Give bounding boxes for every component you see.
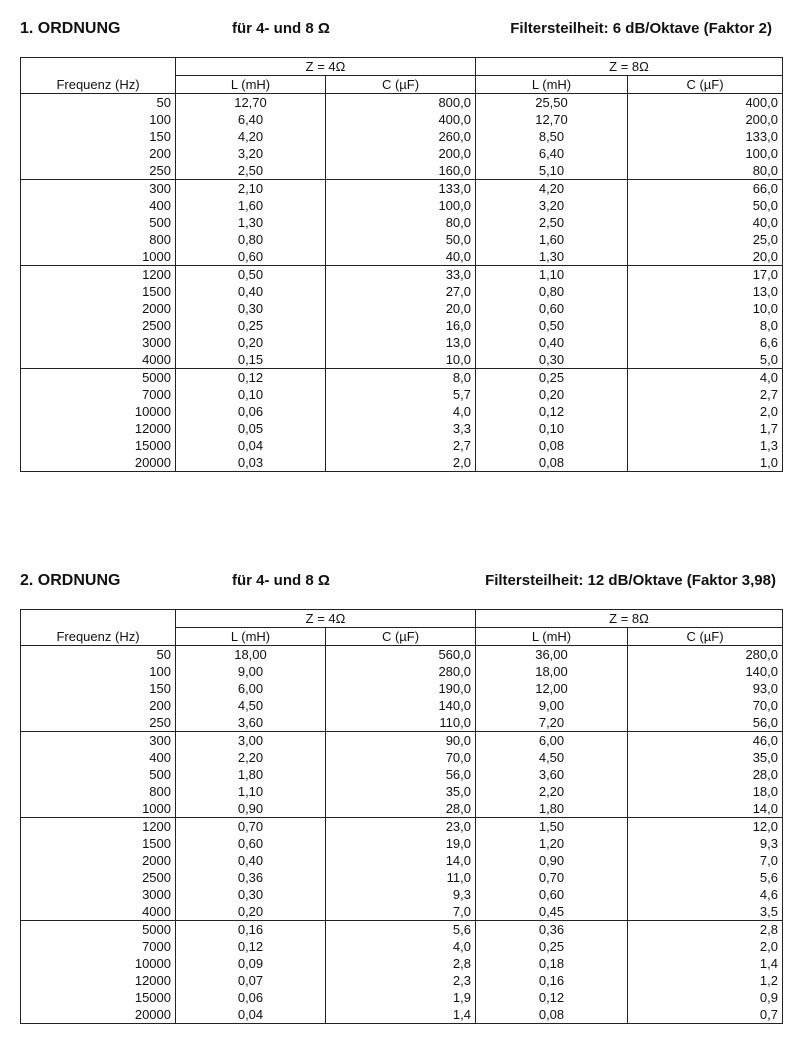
inductance-8-cell: 1,80	[476, 800, 628, 818]
table-row	[21, 732, 783, 750]
inductance-8-cell: 2,50	[476, 214, 628, 231]
table-row	[21, 145, 783, 162]
capacitance-8-cell: 140,0	[628, 663, 783, 680]
inductance-8-cell: 8,50	[476, 128, 628, 145]
table-row	[21, 369, 783, 387]
table-row	[21, 903, 783, 921]
capacitance-8-cell: 13,0	[628, 283, 783, 300]
capacitance-8-cell: 280,0	[628, 646, 783, 664]
inductance-4-cell: 0,10	[176, 386, 326, 403]
inductance-8-cell: 0,70	[476, 869, 628, 886]
inductance-4-cell: 0,40	[176, 852, 326, 869]
frequency-cell: 800	[149, 232, 171, 247]
frequency-cell: 4000	[21, 351, 176, 369]
section-heading	[0, 20, 800, 50]
capacitance-8-cell: 1,4	[628, 955, 783, 972]
capacitance-8-cell: 1,2	[628, 972, 783, 989]
inductance-4-cell: 1,60	[176, 197, 326, 214]
capacitance-4-cell: 560,0	[326, 646, 476, 664]
frequency-cell: 1500	[142, 836, 171, 851]
capacitance-4-cell: 14,0	[326, 852, 476, 869]
inductance-8-cell: 1,30	[476, 248, 628, 266]
order-title: 1. ORDNUNG	[20, 20, 121, 37]
inductance-8-cell: 0,36	[476, 921, 628, 939]
inductance-4-cell: 0,04	[176, 437, 326, 454]
capacitance-8-cell: 50,0	[628, 197, 783, 214]
capacitance-8-cell: 14,0	[628, 800, 783, 818]
frequency-cell: 5000	[142, 370, 171, 385]
capacitance-4-cell: 2,3	[326, 972, 476, 989]
frequency-cell: 400	[149, 750, 171, 765]
capacitance-8-cell: 93,0	[628, 680, 783, 697]
frequency-cell: 200	[149, 146, 171, 161]
inductance-8-cell: 0,08	[476, 437, 628, 454]
frequency-cell: 100	[149, 664, 171, 679]
inductance-8-cell: 4,20	[476, 180, 628, 198]
capacitance-4-cell: 190,0	[326, 680, 476, 697]
frequency-cell: 20000	[134, 455, 171, 470]
frequency-cell: 15000	[134, 990, 171, 1005]
table-row	[21, 972, 783, 989]
capacitance-8-cell: 1,3	[628, 437, 783, 454]
inductance-4-cell: 18,00	[176, 646, 326, 664]
frequency-cell: 3000	[142, 887, 171, 902]
frequency-cell: 2500	[142, 318, 171, 333]
capacitance-8-cell: 2,7	[628, 386, 783, 403]
order-title: 2. ORDNUNG	[20, 572, 121, 589]
frequency-cell: 20000	[134, 1007, 171, 1022]
frequency-cell: 2000	[142, 853, 171, 868]
frequency-cell: 2500	[142, 870, 171, 885]
table-row	[21, 231, 783, 248]
inductance-4-cell: 0,07	[176, 972, 326, 989]
table-row	[21, 886, 783, 903]
frequency-cell: 300	[149, 181, 171, 196]
inductance-8-cell: 0,45	[476, 903, 628, 921]
frequency-cell: 250	[21, 162, 176, 180]
capacitance-8-cell: 7,0	[628, 852, 783, 869]
impedance-label: für 4- und 8 Ω	[232, 572, 330, 589]
frequency-cell: 250	[21, 714, 176, 732]
inductance-4-cell: 0,40	[176, 283, 326, 300]
capacitance-8-cell: 6,6	[628, 334, 783, 351]
table-row	[21, 162, 783, 180]
inductance-8-cell: 0,10	[476, 420, 628, 437]
capacitance-4-cell: 9,3	[326, 886, 476, 903]
capacitance-4-cell: 4,0	[326, 938, 476, 955]
inductance-8-cell: 0,30	[476, 351, 628, 369]
capacitance-4-cell: 2,0	[326, 454, 476, 472]
table-row	[21, 818, 783, 836]
inductance-4-cell: 3,60	[176, 714, 326, 732]
inductance-8-cell: 0,20	[476, 386, 628, 403]
inductance-8-cell: 0,40	[476, 334, 628, 351]
inductance-4-cell: 3,20	[176, 145, 326, 162]
section-first-order	[0, 20, 800, 470]
capacitance-4-cell: 800,0	[326, 94, 476, 112]
section-heading	[0, 572, 800, 602]
capacitance-8-cell: 10,0	[628, 300, 783, 317]
capacitance-4-cell: 3,3	[326, 420, 476, 437]
capacitance-4-cell: 133,0	[326, 180, 476, 198]
inductance-8-header: L (mH)	[476, 76, 628, 94]
inductance-4-cell: 0,20	[176, 334, 326, 351]
inductance-4-cell: 0,50	[176, 266, 326, 284]
inductance-4-cell: 0,05	[176, 420, 326, 437]
capacitance-4-cell: 160,0	[326, 162, 476, 180]
capacitance-4-cell: 110,0	[326, 714, 476, 732]
frequency-cell: 500	[149, 767, 171, 782]
inductance-4-cell: 0,06	[176, 989, 326, 1006]
table-row	[21, 783, 783, 800]
table-row	[21, 300, 783, 317]
capacitance-4-cell: 200,0	[326, 145, 476, 162]
capacitance-8-header: C (µF)	[628, 76, 783, 94]
frequency-cell: 12000	[134, 421, 171, 436]
capacitance-4-cell: 8,0	[326, 369, 476, 387]
frequency-cell: 150	[149, 129, 171, 144]
inductance-8-cell: 0,08	[476, 454, 628, 472]
inductance-8-cell: 0,08	[476, 1006, 628, 1024]
inductance-4-cell: 6,00	[176, 680, 326, 697]
impedance-4-header: Z = 4Ω	[176, 610, 476, 628]
capacitance-4-cell: 2,7	[326, 437, 476, 454]
capacitance-4-cell: 27,0	[326, 283, 476, 300]
impedance-label: für 4- und 8 Ω	[232, 20, 330, 37]
inductance-4-cell: 0,20	[176, 903, 326, 921]
capacitance-8-cell: 8,0	[628, 317, 783, 334]
inductance-8-cell: 0,18	[476, 955, 628, 972]
impedance-8-header: Z = 8Ω	[476, 610, 783, 628]
capacitance-4-cell: 50,0	[326, 231, 476, 248]
capacitance-8-cell: 66,0	[628, 180, 783, 198]
inductance-4-cell: 12,70	[176, 94, 326, 112]
inductance-8-cell: 0,60	[476, 886, 628, 903]
table-row	[21, 646, 783, 664]
capacitance-8-cell: 2,0	[628, 403, 783, 420]
capacitance-4-cell: 80,0	[326, 214, 476, 231]
inductance-4-cell: 0,03	[176, 454, 326, 472]
frequency-cell: 7000	[142, 939, 171, 954]
inductance-4-cell: 0,80	[176, 231, 326, 248]
capacitance-8-cell: 70,0	[628, 697, 783, 714]
capacitance-4-cell: 90,0	[326, 732, 476, 750]
inductance-4-cell: 0,04	[176, 1006, 326, 1024]
inductance-4-header: L (mH)	[176, 628, 326, 646]
frequency-cell: 10000	[134, 404, 171, 419]
capacitance-4-cell: 40,0	[326, 248, 476, 266]
inductance-4-cell: 0,30	[176, 300, 326, 317]
capacitance-4-cell: 33,0	[326, 266, 476, 284]
inductance-8-cell: 1,10	[476, 266, 628, 284]
capacitance-8-cell: 40,0	[628, 214, 783, 231]
capacitance-4-cell: 11,0	[326, 869, 476, 886]
frequency-cell: 10000	[134, 956, 171, 971]
capacitance-8-cell: 3,5	[628, 903, 783, 921]
capacitance-8-cell: 4,6	[628, 886, 783, 903]
inductance-4-cell: 0,25	[176, 317, 326, 334]
frequency-cell: 4000	[21, 903, 176, 921]
frequency-cell: 1000	[21, 248, 176, 266]
capacitance-8-cell: 17,0	[628, 266, 783, 284]
frequency-header: Frequenz (Hz)	[21, 628, 176, 646]
inductance-4-cell: 0,90	[176, 800, 326, 818]
frequency-cell: 1500	[142, 284, 171, 299]
frequency-cell: 100	[149, 112, 171, 127]
capacitance-8-cell: 46,0	[628, 732, 783, 750]
capacitance-4-cell: 5,6	[326, 921, 476, 939]
frequency-cell: 2000	[142, 301, 171, 316]
frequency-cell: 1000	[21, 800, 176, 818]
inductance-4-header: L (mH)	[176, 76, 326, 94]
capacitance-4-cell: 19,0	[326, 835, 476, 852]
table-row	[21, 989, 783, 1006]
inductance-4-cell: 2,50	[176, 162, 326, 180]
table-row	[21, 663, 783, 680]
capacitance-8-cell: 20,0	[628, 248, 783, 266]
table-row	[21, 852, 783, 869]
frequency-cell: 400	[149, 198, 171, 213]
capacitance-8-cell: 25,0	[628, 231, 783, 248]
capacitance-4-cell: 70,0	[326, 749, 476, 766]
filter-slope-label: Filtersteilheit: 12 dB/Oktave (Faktor 3,98)	[485, 572, 776, 589]
capacitance-8-cell: 0,7	[628, 1006, 783, 1024]
capacitance-8-cell: 100,0	[628, 145, 783, 162]
frequency-cell: 1200	[142, 819, 171, 834]
inductance-4-cell: 0,09	[176, 955, 326, 972]
inductance-4-cell: 0,06	[176, 403, 326, 420]
table-row	[21, 386, 783, 403]
capacitance-8-cell: 200,0	[628, 111, 783, 128]
inductance-4-cell: 9,00	[176, 663, 326, 680]
frequency-cell: 12000	[134, 973, 171, 988]
capacitance-8-header: C (µF)	[628, 628, 783, 646]
inductance-8-cell: 7,20	[476, 714, 628, 732]
capacitance-8-cell: 56,0	[628, 714, 783, 732]
inductance-8-cell: 12,70	[476, 111, 628, 128]
table-row	[21, 454, 783, 472]
inductance-8-cell: 0,90	[476, 852, 628, 869]
inductance-8-cell: 0,12	[476, 989, 628, 1006]
inductance-8-cell: 12,00	[476, 680, 628, 697]
capacitance-4-cell: 16,0	[326, 317, 476, 334]
frequency-cell: 50	[156, 647, 171, 662]
inductance-8-cell: 2,20	[476, 783, 628, 800]
table-body	[21, 94, 783, 472]
table-row	[21, 214, 783, 231]
section-second-order	[0, 572, 800, 1022]
inductance-4-cell: 2,10	[176, 180, 326, 198]
frequency-cell: 7000	[142, 387, 171, 402]
capacitance-4-cell: 35,0	[326, 783, 476, 800]
inductance-4-cell: 1,10	[176, 783, 326, 800]
table-row	[21, 766, 783, 783]
inductance-4-cell: 6,40	[176, 111, 326, 128]
capacitance-8-cell: 2,0	[628, 938, 783, 955]
capacitance-8-cell: 2,8	[628, 921, 783, 939]
frequency-cell: 300	[149, 733, 171, 748]
inductance-8-cell: 9,00	[476, 697, 628, 714]
inductance-8-cell: 1,20	[476, 835, 628, 852]
capacitance-4-cell: 2,8	[326, 955, 476, 972]
inductance-8-cell: 1,60	[476, 231, 628, 248]
table-row	[21, 403, 783, 420]
capacitance-4-cell: 13,0	[326, 334, 476, 351]
capacitance-4-cell: 20,0	[326, 300, 476, 317]
capacitance-8-cell: 0,9	[628, 989, 783, 1006]
capacitance-8-cell: 1,0	[628, 454, 783, 472]
inductance-8-cell: 18,00	[476, 663, 628, 680]
inductance-8-cell: 0,25	[476, 938, 628, 955]
capacitance-4-cell: 260,0	[326, 128, 476, 145]
inductance-4-cell: 0,12	[176, 938, 326, 955]
table-row	[21, 921, 783, 939]
frequency-cell: 800	[149, 784, 171, 799]
table-row	[21, 317, 783, 334]
capacitance-8-cell: 5,0	[628, 351, 783, 369]
table-row	[21, 437, 783, 454]
capacitance-4-cell: 100,0	[326, 197, 476, 214]
capacitance-8-cell: 80,0	[628, 162, 783, 180]
capacitance-4-cell: 10,0	[326, 351, 476, 369]
frequency-cell: 5000	[142, 922, 171, 937]
frequency-cell: 500	[149, 215, 171, 230]
capacitance-8-cell: 12,0	[628, 818, 783, 836]
capacitance-4-header: C (µF)	[326, 76, 476, 94]
inductance-8-cell: 0,16	[476, 972, 628, 989]
inductance-4-cell: 4,50	[176, 697, 326, 714]
inductance-8-cell: 6,40	[476, 145, 628, 162]
inductance-8-cell: 6,00	[476, 732, 628, 750]
table-row	[21, 420, 783, 437]
inductance-4-cell: 2,20	[176, 749, 326, 766]
frequency-cell: 50	[156, 95, 171, 110]
frequency-cell: 200	[149, 698, 171, 713]
inductance-8-cell: 0,25	[476, 369, 628, 387]
capacitance-8-cell: 400,0	[628, 94, 783, 112]
table-row	[21, 938, 783, 955]
table-row	[21, 955, 783, 972]
table-row	[21, 1006, 783, 1024]
impedance-8-header: Z = 8Ω	[476, 58, 783, 76]
table-row	[21, 94, 783, 112]
capacitance-4-cell: 28,0	[326, 800, 476, 818]
inductance-4-cell: 0,16	[176, 921, 326, 939]
inductance-4-cell: 0,12	[176, 369, 326, 387]
capacitance-8-cell: 18,0	[628, 783, 783, 800]
table-row	[21, 351, 783, 369]
capacitance-8-cell: 28,0	[628, 766, 783, 783]
table-row	[21, 283, 783, 300]
capacitance-8-cell: 1,7	[628, 420, 783, 437]
inductance-4-cell: 0,30	[176, 886, 326, 903]
capacitance-8-cell: 4,0	[628, 369, 783, 387]
inductance-4-cell: 0,70	[176, 818, 326, 836]
capacitance-4-cell: 140,0	[326, 697, 476, 714]
capacitance-4-cell: 23,0	[326, 818, 476, 836]
inductance-8-cell: 36,00	[476, 646, 628, 664]
inductance-4-cell: 4,20	[176, 128, 326, 145]
inductance-8-header: L (mH)	[476, 628, 628, 646]
inductance-8-cell: 25,50	[476, 94, 628, 112]
table-row	[21, 869, 783, 886]
capacitance-8-cell: 5,6	[628, 869, 783, 886]
capacitance-4-cell: 280,0	[326, 663, 476, 680]
capacitance-4-cell: 5,7	[326, 386, 476, 403]
inductance-8-cell: 3,20	[476, 197, 628, 214]
frequency-cell: 1200	[142, 267, 171, 282]
capacitance-4-cell: 7,0	[326, 903, 476, 921]
table-row	[21, 697, 783, 714]
inductance-4-cell: 1,30	[176, 214, 326, 231]
table-row	[21, 749, 783, 766]
table-row	[21, 714, 783, 732]
inductance-8-cell: 0,60	[476, 300, 628, 317]
inductance-4-cell: 0,36	[176, 869, 326, 886]
capacitance-8-cell: 35,0	[628, 749, 783, 766]
table-row	[21, 835, 783, 852]
table-row	[21, 128, 783, 145]
table-row	[21, 680, 783, 697]
table-row	[21, 248, 783, 266]
table-body	[21, 646, 783, 1024]
capacitance-8-cell: 9,3	[628, 835, 783, 852]
frequency-cell: 15000	[134, 438, 171, 453]
capacitance-4-cell: 4,0	[326, 403, 476, 420]
capacitance-4-cell: 400,0	[326, 111, 476, 128]
inductance-4-cell: 0,60	[176, 835, 326, 852]
inductance-4-cell: 0,15	[176, 351, 326, 369]
frequency-header: Frequenz (Hz)	[21, 76, 176, 94]
inductance-8-cell: 0,50	[476, 317, 628, 334]
inductance-8-cell: 0,12	[476, 403, 628, 420]
inductance-8-cell: 5,10	[476, 162, 628, 180]
table-row	[21, 111, 783, 128]
table-row	[21, 334, 783, 351]
capacitance-4-header: C (µF)	[326, 628, 476, 646]
crossover-table-first-order	[20, 57, 783, 472]
capacitance-4-cell: 1,9	[326, 989, 476, 1006]
capacitance-8-cell: 133,0	[628, 128, 783, 145]
capacitance-4-cell: 1,4	[326, 1006, 476, 1024]
inductance-4-cell: 1,80	[176, 766, 326, 783]
capacitance-4-cell: 56,0	[326, 766, 476, 783]
inductance-8-cell: 0,80	[476, 283, 628, 300]
impedance-4-header: Z = 4Ω	[176, 58, 476, 76]
frequency-cell: 150	[149, 681, 171, 696]
inductance-4-cell: 0,60	[176, 248, 326, 266]
table-row	[21, 180, 783, 198]
inductance-8-cell: 4,50	[476, 749, 628, 766]
filter-slope-label: Filtersteilheit: 6 dB/Oktave (Faktor 2)	[510, 20, 772, 37]
crossover-table-second-order	[20, 609, 783, 1024]
inductance-8-cell: 3,60	[476, 766, 628, 783]
inductance-8-cell: 1,50	[476, 818, 628, 836]
frequency-cell: 3000	[142, 335, 171, 350]
table-row	[21, 800, 783, 818]
inductance-4-cell: 3,00	[176, 732, 326, 750]
table-row	[21, 266, 783, 284]
table-row	[21, 197, 783, 214]
